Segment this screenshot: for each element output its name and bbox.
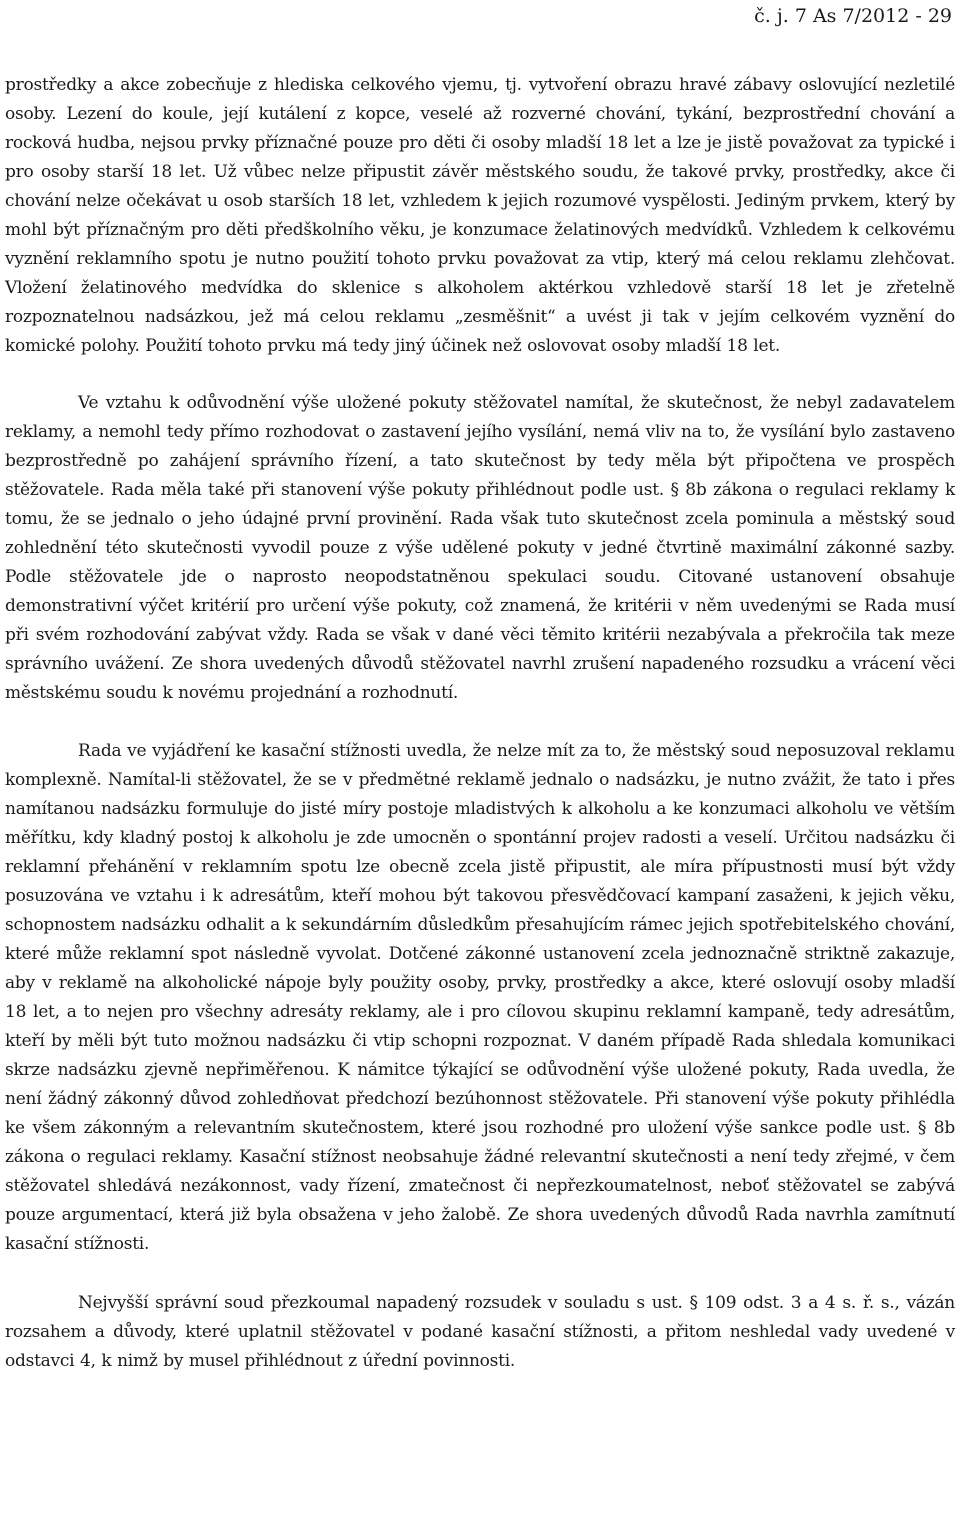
case-number-header: č. j. 7 As 7/2012 - 29 [754, 5, 952, 27]
paragraph-complainant-fine-argument: Ve vztahu k odůvodnění výše uložené pokuty stěžovatel namítal, že skutečnost, že nebyl zadavatelem reklamy, a nemohl tedy přímo rozhodovat o zastavení jejího vysílání, nemá vliv na to, že vysílání bylo zastaveno bezprostředně po zahájení správního řízení, a tato skutečnost by tedy měla být připočtena ve prospěch stěžovatele. Rada měla také při stanovení výše pokuty přihlédnout podle ust. § 8b zákona o regulaci reklamy k tomu, že se jednalo o jeho údajné první provinění. Rada však tuto skutečnost zcela pominula a městský soud zohlednění této skutečnosti vyvodil pouze z výše udělené pokuty v jedné čtvrtině maximální zákonné sazby. Podle stěžovatele jde o naprosto neopodstatněnou spekulaci soudu. Citované ustanovení obsahuje demonstrativní výčet kritérií pro určení výše pokuty, což znamená, že kritérii v něm uvedenými se Rada musí při svém rozhodování zabývat vždy. Rada se však v dané věci těmito kritérii nezabývala a překročila tak meze správního uvážení. Ze shora uvedených důvodů stěžovatel navrhl zrušení napadeného rozsudku a vrácení věci městskému soudu k novému projednání a rozhodnutí. [5, 393, 955, 703]
document-body [5, 71, 955, 1376]
paragraph-continuation: prostředky a akce zobecňuje z hlediska celkového vjemu, tj. vytvoření obrazu hravé zábavy oslovující nezletilé osoby. Lezení do koule, její kutálení z kopce, veselé až rozverné chování, tykání, bezprostřední chování a rocková hudba, nejsou prvky příznačné pouze pro děti či osoby mladší 18 let a lze je jistě považovat za typické i pro osoby starší 18 let. Už vůbec nelze připustit závěr městského soudu, že takové prvky, prostředky, akce či chování nelze očekávat u osob starších 18 let, vzhledem k jejich rozumové vyspělosti. Jediným prvkem, který by mohl být příznačným pro děti předškolního věku, je konzumace želatinových medvídků. Vzhledem k celkovému vyznění reklamního spotu je nutno použití tohoto prvku považovat za vtip, který má celou reklamu zlehčovat. Vložení želatinového medvídka do sklenice s alkoholem aktérkou vzhledově starší 18 let je zřetelně rozpoznatelnou nadsázkou, jež má celou reklamu „zesměšnit“ a uvést ji tak v jejím celkovém vyznění do komické polohy. Použití tohoto prvku má tedy jiný účinek než oslovovat osoby mladší 18 let. [5, 75, 955, 356]
paragraph-council-response: Rada ve vyjádření ke kasační stížnosti uvedla, že nelze mít za to, že městský soud neposuzoval reklamu komplexně. Namítal-li stěžovatel, že se v předmětné reklamě jednalo o nadsázku, je nutno zvážit, že tato i přes namítanou nadsázku formuluje do jisté míry postoje mladistvých k alkoholu a ke konzumaci alkoholu ve větším měřítku, kdy kladný postoj k alkoholu je zde umocněn o spontánní projev radosti a veselí. Určitou nadsázku či reklamní přehánění v reklamním spotu lze obecně zcela jistě připustit, ale míra přípustnosti musí být vždy posuzována ve vztahu i k adresátům, kteří mohou být takovou přesvědčovací kampaní zasaženi, k jejich věku, schopnostem nadsázku odhalit a k sekundárním důsledkům přesahujícím rámec jejich spotřebitelského chování, které může reklamní spot následně vyvolat. Dotčené zákonné ustanovení zcela jednoznačně striktně zakazuje, aby v reklamě na alkoholické nápoje byly použity osoby, prvky, prostředky a akce, které oslovují osoby mladší 18 let, a to nejen pro všechny adresáty reklamy, ale i pro cílovou skupinu reklamní kampaně, tedy adresátům, kteří by měli být tuto možnou nadsázku či vtip schopni rozpoznat. V daném případě Rada shledala komunikaci skrze nadsázku zjevně nepřiměřenou. K námitce týkající se odůvodnění výše uložené pokuty, Rada uvedla, že není žádný zákonný důvod zohledňovat předchozí bezúhonnost stěžovatele. Při stanovení výše pokuty přihlédla ke všem zákonným a relevantním skutečnostem, které jsou rozhodné pro uložení výše sankce podle ust. § 8b zákona o regulaci reklamy. Kasační stížnost neobsahuje žádné relevantní skutečnosti a není tedy zřejmé, v čem stěžovatel shledává nezákonnost, vady řízení, zmatečnost či nepřezkoumatelnost, neboť stěžovatel se zabývá pouze argumentací, která již byla obsažena v jeho žalobě. Ze shora uvedených důvodů Rada navrhla zamítnutí kasační stížnosti. [5, 741, 955, 1254]
paragraph-court-review: Nejvyšší správní soud přezkoumal napadený rozsudek v souladu s ust. § 109 odst. 3 a 4 s. ř. s., vázán rozsahem a důvody, které uplatnil stěžovatel v podané kasační stížnosti, a přitom neshledal vady uvedené v odstavci 4, k nimž by musel přihlédnout z úřední povinnosti. [5, 1293, 955, 1371]
